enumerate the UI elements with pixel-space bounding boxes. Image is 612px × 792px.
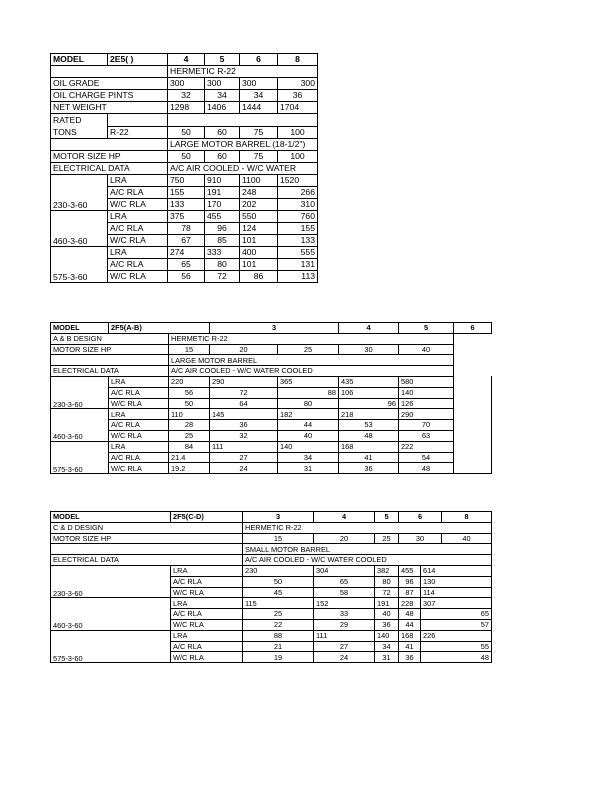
data-cell: 202 bbox=[240, 199, 278, 211]
data-cell: 41 bbox=[339, 452, 399, 463]
data-cell: 155 bbox=[168, 187, 205, 199]
row-label: W/C RLA bbox=[171, 619, 243, 630]
data-cell: 228 bbox=[399, 598, 421, 609]
data-cell: 70 bbox=[399, 420, 454, 431]
motor-size-label: MOTOR SIZE HP bbox=[51, 533, 243, 544]
size-header: 6 bbox=[240, 54, 278, 66]
data-cell: 80 bbox=[278, 398, 339, 409]
data-cell: 760 bbox=[278, 211, 318, 223]
data-cell: 41 bbox=[399, 641, 421, 652]
data-cell: 96 bbox=[339, 398, 399, 409]
motor-size-value: 25 bbox=[278, 344, 339, 355]
data-cell: 113 bbox=[278, 271, 318, 283]
net-weight-label: NET WEIGHT bbox=[51, 102, 168, 114]
model-2f5-ab-table bbox=[50, 322, 492, 474]
oil-grade-value: 300 bbox=[205, 78, 240, 90]
barrel-label: LARGE MOTOR BARREL bbox=[169, 355, 454, 366]
size-header: 4 bbox=[168, 54, 205, 66]
data-cell: 220 bbox=[169, 376, 210, 387]
data-cell: 1100 bbox=[240, 175, 278, 187]
data-cell: 226 bbox=[421, 630, 492, 641]
data-cell: 266 bbox=[278, 187, 318, 199]
data-cell: 72 bbox=[205, 271, 240, 283]
data-cell: 85 bbox=[205, 235, 240, 247]
data-cell: 65 bbox=[314, 576, 375, 587]
data-cell: 365 bbox=[278, 376, 339, 387]
size-header: 6 bbox=[399, 512, 442, 523]
row-label: LRA bbox=[109, 441, 169, 452]
data-cell: 96 bbox=[399, 576, 421, 587]
data-cell: 31 bbox=[278, 463, 339, 474]
row-label: A/C RLA bbox=[109, 452, 169, 463]
row-label: W/C RLA bbox=[171, 652, 243, 663]
data-cell: 182 bbox=[278, 409, 339, 420]
barrel-label: SMALL MOTOR BARREL bbox=[243, 544, 492, 555]
model-label: MODEL bbox=[51, 323, 109, 334]
data-cell: 614 bbox=[421, 565, 492, 576]
net-weight-value: 1298 bbox=[168, 102, 205, 114]
voltage-label: 575-3-60 bbox=[51, 441, 109, 473]
blank-cell bbox=[454, 366, 492, 377]
data-cell: 34 bbox=[278, 452, 339, 463]
data-cell: 22 bbox=[243, 619, 314, 630]
row-label: A/C RLA bbox=[108, 223, 168, 235]
data-cell: 126 bbox=[399, 398, 454, 409]
row-label: A/C RLA bbox=[109, 420, 169, 431]
design-label: C & D DESIGN bbox=[51, 522, 243, 533]
blank-cell bbox=[51, 139, 168, 151]
data-cell: 910 bbox=[205, 175, 240, 187]
motor-size-label: MOTOR SIZE HP bbox=[51, 344, 169, 355]
electrical-data-label: ELECTRICAL DATA bbox=[51, 366, 169, 377]
data-cell: 55 bbox=[421, 641, 492, 652]
blank-cell bbox=[51, 355, 169, 366]
data-cell: 40 bbox=[278, 430, 339, 441]
data-cell: 87 bbox=[399, 587, 421, 598]
data-cell: 124 bbox=[240, 223, 278, 235]
oil-grade-value: 300 bbox=[168, 78, 205, 90]
data-cell: 27 bbox=[210, 452, 278, 463]
model-name: 2F5(C-D) bbox=[171, 512, 243, 523]
motor-size-value: 25 bbox=[375, 533, 399, 544]
row-label: W/C RLA bbox=[108, 235, 168, 247]
row-label: LRA bbox=[109, 409, 169, 420]
data-cell: 19.2 bbox=[169, 463, 210, 474]
refrigerant-r22-label: R-22 bbox=[108, 126, 168, 139]
oil-charge-label: OIL CHARGE PINTS bbox=[51, 90, 168, 102]
data-cell: 48 bbox=[421, 652, 492, 663]
data-cell: 140 bbox=[278, 441, 339, 452]
data-cell: 274 bbox=[168, 247, 205, 259]
tons-value: 60 bbox=[205, 126, 240, 139]
header-row bbox=[51, 54, 318, 66]
data-cell: 48 bbox=[339, 430, 399, 441]
tons-value: 100 bbox=[278, 126, 318, 139]
data-cell: 580 bbox=[399, 376, 454, 387]
row-label: W/C RLA bbox=[108, 199, 168, 211]
net-weight-value: 1444 bbox=[240, 102, 278, 114]
motor-size-value: 60 bbox=[205, 151, 240, 163]
data-cell: 555 bbox=[278, 247, 318, 259]
data-cell: 290 bbox=[210, 376, 278, 387]
data-cell: 110 bbox=[169, 409, 210, 420]
row-label: W/C RLA bbox=[171, 587, 243, 598]
row-label: A/C RLA bbox=[171, 641, 243, 652]
data-cell: 78 bbox=[168, 223, 205, 235]
row-label: W/C RLA bbox=[108, 271, 168, 283]
net-weight-value: 1406 bbox=[205, 102, 240, 114]
electrical-data-label: ELECTRICAL DATA bbox=[51, 555, 243, 566]
motor-size-value: 15 bbox=[243, 533, 314, 544]
electrical-data-description: A/C AIR COOLED - W/C WATER bbox=[168, 163, 318, 175]
size-header: 3 bbox=[243, 512, 314, 523]
oil-charge-value: 32 bbox=[168, 90, 205, 102]
data-cell: 140 bbox=[399, 387, 454, 398]
data-cell: 56 bbox=[169, 387, 210, 398]
data-cell: 88 bbox=[278, 387, 339, 398]
data-cell: 168 bbox=[339, 441, 399, 452]
motor-size-label: MOTOR SIZE HP bbox=[51, 151, 168, 163]
rated-label: RATED bbox=[53, 115, 82, 125]
size-header: 4 bbox=[339, 323, 399, 334]
motor-size-value: 75 bbox=[240, 151, 278, 163]
data-cell: 21 bbox=[243, 641, 314, 652]
voltage-label: 230-3-60 bbox=[51, 175, 108, 211]
blank-cell bbox=[51, 66, 168, 78]
row-label: LRA bbox=[108, 175, 168, 187]
data-cell: 58 bbox=[314, 587, 375, 598]
row-label: A/C RLA bbox=[108, 187, 168, 199]
data-cell: 80 bbox=[205, 259, 240, 271]
data-cell: 40 bbox=[375, 609, 399, 620]
data-cell: 25 bbox=[169, 430, 210, 441]
data-cell: 145 bbox=[210, 409, 278, 420]
data-cell: 131 bbox=[278, 259, 318, 271]
data-cell: 111 bbox=[314, 630, 375, 641]
data-cell: 1520 bbox=[278, 175, 318, 187]
data-cell: 48 bbox=[399, 463, 454, 474]
data-cell: 550 bbox=[240, 211, 278, 223]
data-cell: 133 bbox=[168, 199, 205, 211]
data-cell: 72 bbox=[375, 587, 399, 598]
data-cell: 67 bbox=[168, 235, 205, 247]
data-cell: 72 bbox=[210, 387, 278, 398]
refrigerant-label: HERMETIC R-22 bbox=[169, 333, 454, 344]
motor-size-value: 15 bbox=[169, 344, 210, 355]
rated-tons-label bbox=[51, 114, 108, 139]
data-cell: 65 bbox=[421, 609, 492, 620]
data-cell: 222 bbox=[399, 441, 454, 452]
row-label: LRA bbox=[171, 598, 243, 609]
motor-size-value: 30 bbox=[339, 344, 399, 355]
electrical-data-label: ELECTRICAL DATA bbox=[51, 163, 168, 175]
data-cell: 24 bbox=[210, 463, 278, 474]
data-cell: 155 bbox=[278, 223, 318, 235]
data-cell: 45 bbox=[243, 587, 314, 598]
voltage-label: 575-3-60 bbox=[51, 630, 171, 662]
row-label: A/C RLA bbox=[108, 259, 168, 271]
data-cell: 36 bbox=[375, 619, 399, 630]
size-header: 5 bbox=[375, 512, 399, 523]
size-header: 5 bbox=[205, 54, 240, 66]
size-header: 3 bbox=[210, 323, 339, 334]
motor-size-value: 50 bbox=[168, 151, 205, 163]
tons-value: 50 bbox=[168, 126, 205, 139]
refrigerant-label: HERMETIC R-22 bbox=[243, 522, 492, 533]
data-cell: 44 bbox=[278, 420, 339, 431]
barrel-label: LARGE MOTOR BARREL (18-1/2") bbox=[168, 139, 318, 151]
data-cell: 168 bbox=[399, 630, 421, 641]
row-label: A/C RLA bbox=[109, 387, 169, 398]
blank-cell bbox=[454, 376, 492, 473]
row-label: W/C RLA bbox=[109, 398, 169, 409]
data-cell: 307 bbox=[421, 598, 492, 609]
motor-size-value: 20 bbox=[210, 344, 278, 355]
blank-cell bbox=[108, 114, 168, 127]
motor-size-value: 100 bbox=[278, 151, 318, 163]
data-cell: 435 bbox=[339, 376, 399, 387]
data-cell: 33 bbox=[314, 609, 375, 620]
data-cell: 115 bbox=[243, 598, 314, 609]
data-cell: 455 bbox=[399, 565, 421, 576]
data-cell: 106 bbox=[339, 387, 399, 398]
oil-grade-value: 300 bbox=[278, 78, 318, 90]
motor-size-value: 40 bbox=[442, 533, 492, 544]
data-cell: 114 bbox=[421, 587, 492, 598]
design-label: A & B DESIGN bbox=[51, 333, 169, 344]
data-cell: 96 bbox=[205, 223, 240, 235]
data-cell: 36 bbox=[339, 463, 399, 474]
data-cell: 54 bbox=[399, 452, 454, 463]
voltage-label: 230-3-60 bbox=[51, 376, 109, 408]
data-cell: 84 bbox=[169, 441, 210, 452]
net-weight-value: 1704 bbox=[278, 102, 318, 114]
data-cell: 27 bbox=[314, 641, 375, 652]
data-cell: 57 bbox=[421, 619, 492, 630]
data-cell: 152 bbox=[314, 598, 375, 609]
data-cell: 36 bbox=[210, 420, 278, 431]
data-cell: 455 bbox=[205, 211, 240, 223]
motor-size-value: 20 bbox=[314, 533, 375, 544]
tons-value: 75 bbox=[240, 126, 278, 139]
oil-charge-value: 36 bbox=[278, 90, 318, 102]
data-cell: 310 bbox=[278, 199, 318, 211]
data-cell: 25 bbox=[243, 609, 314, 620]
voltage-label: 460-3-60 bbox=[51, 409, 109, 441]
row-label: LRA bbox=[171, 630, 243, 641]
data-cell: 140 bbox=[375, 630, 399, 641]
data-cell: 34 bbox=[375, 641, 399, 652]
model-name: 2F5(A-B) bbox=[109, 323, 210, 334]
data-cell: 63 bbox=[399, 430, 454, 441]
data-cell: 50 bbox=[243, 576, 314, 587]
row-label: LRA bbox=[109, 376, 169, 387]
voltage-label: 460-3-60 bbox=[51, 598, 171, 630]
data-cell: 130 bbox=[421, 576, 492, 587]
data-cell: 50 bbox=[169, 398, 210, 409]
blank-cell bbox=[168, 114, 318, 127]
blank-cell bbox=[51, 544, 243, 555]
motor-size-value: 30 bbox=[399, 533, 442, 544]
data-cell: 750 bbox=[168, 175, 205, 187]
refrigerant-label: HERMETIC R-22 bbox=[168, 66, 318, 78]
data-cell: 290 bbox=[399, 409, 454, 420]
data-cell: 230 bbox=[243, 565, 314, 576]
data-cell: 101 bbox=[240, 259, 278, 271]
row-label: W/C RLA bbox=[109, 463, 169, 474]
data-cell: 48 bbox=[399, 609, 421, 620]
row-label: LRA bbox=[108, 247, 168, 259]
voltage-label: 230-3-60 bbox=[51, 565, 171, 597]
data-cell: 248 bbox=[240, 187, 278, 199]
data-cell: 333 bbox=[205, 247, 240, 259]
data-cell: 88 bbox=[243, 630, 314, 641]
data-cell: 56 bbox=[168, 271, 205, 283]
voltage-label: 575-3-60 bbox=[51, 247, 108, 283]
data-cell: 86 bbox=[240, 271, 278, 283]
data-cell: 400 bbox=[240, 247, 278, 259]
blank-cell bbox=[454, 333, 492, 344]
size-header: 8 bbox=[278, 54, 318, 66]
model-2e5-table bbox=[50, 53, 318, 283]
data-cell: 19 bbox=[243, 652, 314, 663]
data-cell: 28 bbox=[169, 420, 210, 431]
data-cell: 133 bbox=[278, 235, 318, 247]
data-cell: 24 bbox=[314, 652, 375, 663]
electrical-data-description: A/C AIR COOLED - W/C WATER COOLED bbox=[243, 555, 492, 566]
data-cell: 375 bbox=[168, 211, 205, 223]
data-cell: 111 bbox=[210, 441, 278, 452]
data-cell: 170 bbox=[205, 199, 240, 211]
voltage-label: 460-3-60 bbox=[51, 211, 108, 247]
row-label: A/C RLA bbox=[171, 609, 243, 620]
data-cell: 101 bbox=[240, 235, 278, 247]
oil-charge-value: 34 bbox=[240, 90, 278, 102]
data-cell: 29 bbox=[314, 619, 375, 630]
size-header: 5 bbox=[399, 323, 454, 334]
model-label: MODEL bbox=[51, 54, 108, 66]
data-cell: 21.4 bbox=[169, 452, 210, 463]
data-cell: 80 bbox=[375, 576, 399, 587]
size-header: 8 bbox=[442, 512, 492, 523]
motor-size-value: 40 bbox=[399, 344, 454, 355]
size-header: 6 bbox=[454, 323, 492, 334]
tons-label: TONS bbox=[53, 127, 77, 137]
data-cell: 304 bbox=[314, 565, 375, 576]
oil-charge-value: 34 bbox=[205, 90, 240, 102]
data-cell: 53 bbox=[339, 420, 399, 431]
data-cell: 32 bbox=[210, 430, 278, 441]
model-2f5-cd-table bbox=[50, 511, 492, 663]
data-cell: 191 bbox=[375, 598, 399, 609]
row-label: W/C RLA bbox=[109, 430, 169, 441]
model-label: MODEL bbox=[51, 512, 171, 523]
electrical-data-description: A/C AIR COOLED - W/C WATER COOLED bbox=[169, 366, 454, 377]
data-cell: 64 bbox=[210, 398, 278, 409]
row-label: LRA bbox=[108, 211, 168, 223]
data-cell: 44 bbox=[399, 619, 421, 630]
blank-cell bbox=[454, 344, 492, 355]
size-header: 4 bbox=[314, 512, 375, 523]
row-label: LRA bbox=[171, 565, 243, 576]
data-cell: 36 bbox=[399, 652, 421, 663]
oil-grade-value: 300 bbox=[240, 78, 278, 90]
row-label: A/C RLA bbox=[171, 576, 243, 587]
data-cell: 382 bbox=[375, 565, 399, 576]
data-cell: 31 bbox=[375, 652, 399, 663]
blank-cell bbox=[454, 355, 492, 366]
model-name: 2E5( ) bbox=[108, 54, 168, 66]
data-cell: 218 bbox=[339, 409, 399, 420]
data-cell: 65 bbox=[168, 259, 205, 271]
oil-grade-label: OIL GRADE bbox=[51, 78, 168, 90]
data-cell: 191 bbox=[205, 187, 240, 199]
